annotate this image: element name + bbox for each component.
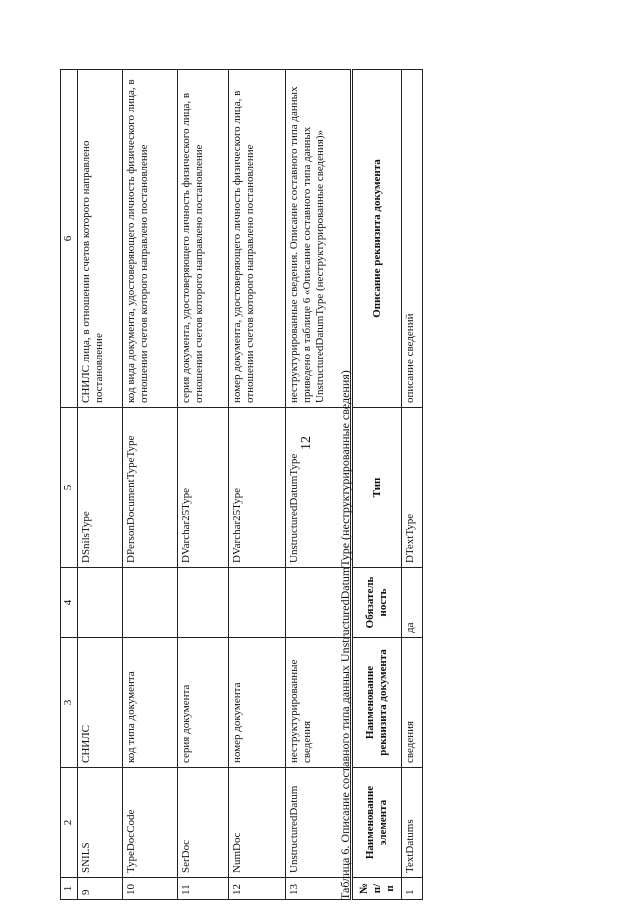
cell-num: 11	[178, 878, 229, 900]
cell-description: СНИЛС лица, в отношении счетов которого направлено постановление	[78, 70, 123, 408]
cell-num: 13	[286, 878, 351, 900]
header-cell: Наименование реквизита документа	[353, 638, 402, 768]
cell-required	[123, 568, 178, 638]
cell-num: 12	[229, 878, 286, 900]
header-cell: Тип	[353, 408, 402, 568]
cell-num: 1	[402, 878, 423, 900]
cell-num: 10	[123, 878, 178, 900]
rotated-content	[60, 30, 440, 900]
cell-type: UnstructuredDatumType	[286, 408, 351, 568]
table-6-caption: Таблица 6. Описание составного типа данных UnstructuredDatumType (неструктурированные сведения)	[338, 370, 352, 900]
table-6	[352, 69, 423, 900]
cell-description: описание сведений	[402, 70, 423, 408]
cell-required	[178, 568, 229, 638]
cell-name: код типа документа	[123, 638, 178, 768]
cell-name: СНИЛС	[78, 638, 123, 768]
cell-element: SNILS	[78, 768, 123, 878]
header-cell: 1	[61, 878, 78, 900]
table-header-row	[353, 70, 402, 900]
header-cell: 3	[61, 638, 78, 768]
cell-name: неструктурированные сведения	[286, 638, 351, 768]
cell-name: номер документа	[229, 638, 286, 768]
page-number: 12	[299, 436, 314, 450]
cell-element: TextDatums	[402, 768, 423, 878]
header-cell: 4	[61, 568, 78, 638]
cell-name: сведения	[402, 638, 423, 768]
cell-element: TypeDocCode	[123, 768, 178, 878]
cell-description: серия документа, удостоверяющего личность физического лица, в отношении счетов которого направлено постановление	[178, 70, 229, 408]
table-row	[78, 70, 123, 900]
header-cell: № п/п	[353, 878, 402, 900]
header-cell: 2	[61, 768, 78, 878]
cell-type: DTextType	[402, 408, 423, 568]
table-row	[123, 70, 178, 900]
cell-element: SerDoc	[178, 768, 229, 878]
cell-element: NumDoc	[229, 768, 286, 878]
cell-name: серия документа	[178, 638, 229, 768]
header-cell: Наименование элемента	[353, 768, 402, 878]
cell-required	[78, 568, 123, 638]
cell-type: DVarchar25Type	[178, 408, 229, 568]
table-header-row	[61, 70, 78, 900]
header-cell: Обязатель ность	[353, 568, 402, 638]
cell-num: 9	[78, 878, 123, 900]
cell-description: номер документа, удостоверяющего личность физического лица, в отношении счетов которого направлено постановление	[229, 70, 286, 408]
table-row	[229, 70, 286, 900]
cell-type: DSnilsType	[78, 408, 123, 568]
table-5-continuation	[60, 69, 351, 900]
cell-required	[229, 568, 286, 638]
cell-required: да	[402, 568, 423, 638]
cell-type: DPersonDocumentTypeType	[123, 408, 178, 568]
cell-description: код вида документа, удостоверяющего личность физического лица, в отношении счетов которого направлено постановление	[123, 70, 178, 408]
cell-element: UnstructuredDatum	[286, 768, 351, 878]
cell-type: DVarchar25Type	[229, 408, 286, 568]
cell-description: неструктурированные сведения. Описание составного типа данных приведено в таблице 6 «Описание составного типа данных UnstructuredDatumType (неструктурированные сведения)»	[286, 70, 351, 408]
header-cell: 5	[61, 408, 78, 568]
header-cell: 6	[61, 70, 78, 408]
table-row	[178, 70, 229, 900]
table-row	[402, 70, 423, 900]
header-cell: Описание реквизита документа	[353, 70, 402, 408]
